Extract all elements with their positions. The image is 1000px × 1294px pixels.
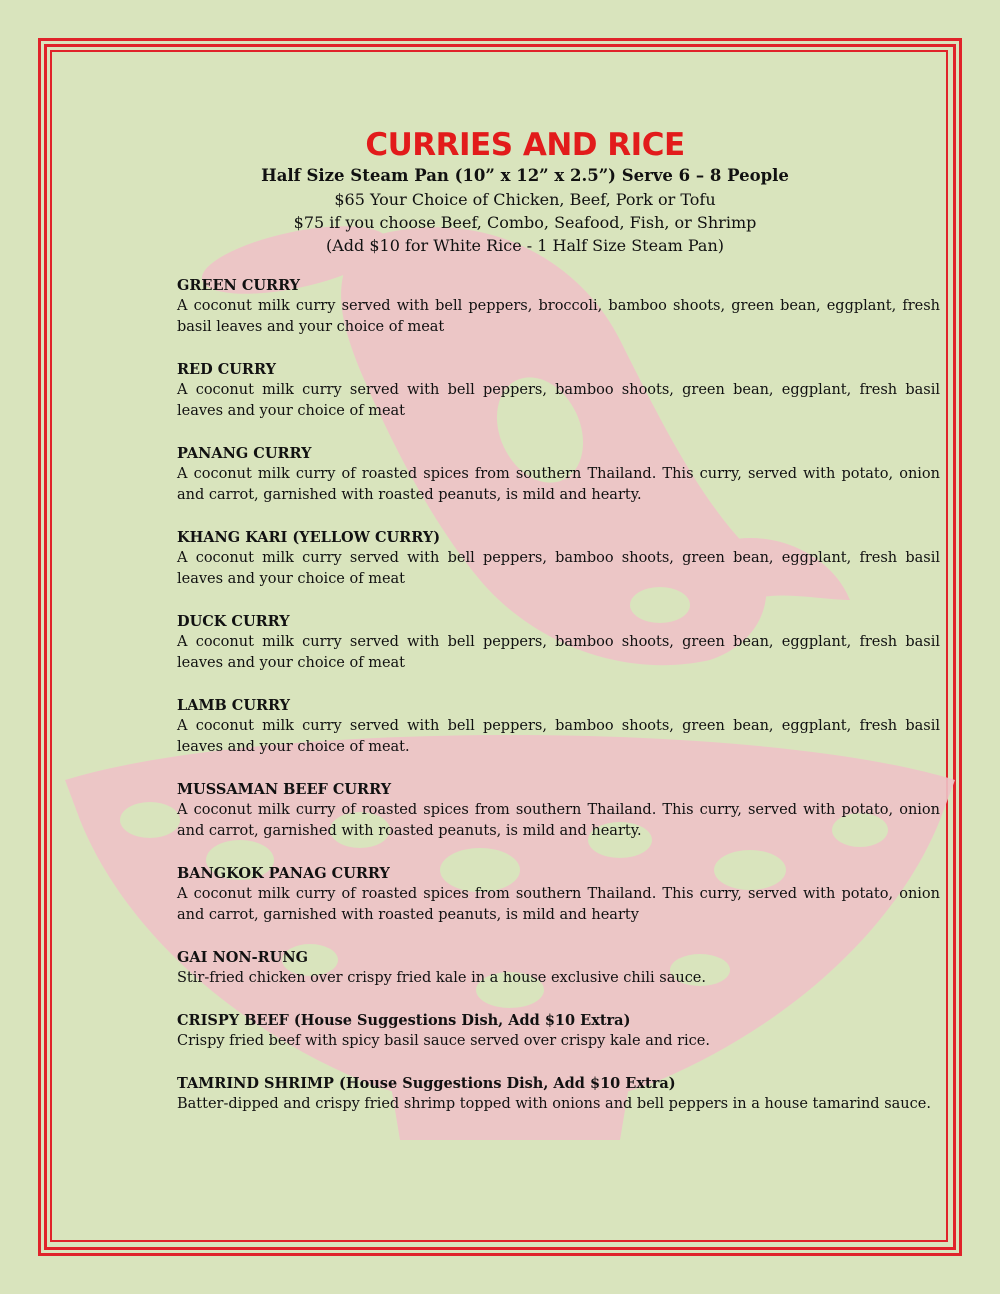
item-description: Stir-fried chicken over crispy fried kale in a house exclusive chili sauce. bbox=[177, 970, 707, 986]
menu-item-duck-curry bbox=[177, 611, 940, 674]
item-name: KHANG KARI (YELLOW CURRY) bbox=[177, 529, 441, 546]
menu-item-bangkok-panag-curry bbox=[177, 863, 940, 926]
menu-item-khang-kari bbox=[177, 527, 940, 590]
menu-items-list bbox=[177, 275, 940, 1136]
menu-item-mussaman-beef-curry bbox=[177, 779, 940, 842]
item-name: BANGKOK PANAG CURRY bbox=[177, 865, 390, 882]
menu-item-tamrind-shrimp bbox=[177, 1073, 940, 1115]
item-name: RED CURRY bbox=[177, 361, 276, 378]
item-description: A coconut milk curry served with bell peppers, bamboo shoots, green bean, eggplant, fresh basil leaves and your choice of meat bbox=[177, 550, 940, 587]
item-name: GAI NON-RUNG bbox=[177, 949, 308, 966]
item-description: A coconut milk curry of roasted spices from southern Thailand. This curry, served with potato, onion and carrot, garnished with roasted peanuts, is mild and hearty. bbox=[177, 802, 940, 839]
item-description: A coconut milk curry served with bell peppers, bamboo shoots, green bean, eggplant, fresh basil leaves and your choice of meat bbox=[177, 634, 940, 671]
item-description: A coconut milk curry served with bell peppers, broccoli, bamboo shoots, green bean, eggplant, fresh basil leaves and your choice of meat bbox=[177, 298, 940, 335]
pan-size-subtitle: Half Size Steam Pan (10” x 12” x 2.5”) Serve 6 – 8 People bbox=[261, 166, 789, 185]
price-line: $75 if you choose Beef, Combo, Seafood, Fish, or Shrimp bbox=[293, 213, 757, 232]
item-name: CRISPY BEEF (House Suggestions Dish, Add $10 Extra) bbox=[177, 1012, 631, 1029]
menu-item-red-curry bbox=[177, 359, 940, 422]
item-name: GREEN CURRY bbox=[177, 277, 301, 294]
item-description: Batter-dipped and crispy fried shrimp topped with onions and bell peppers in a house tamarind sauce. bbox=[177, 1096, 931, 1112]
item-name: TAMRIND SHRIMP (House Suggestions Dish, Add $10 Extra) bbox=[177, 1075, 676, 1092]
item-description: A coconut milk curry of roasted spices from southern Thailand. This curry, served with potato, onion and carrot, garnished with roasted peanuts, is mild and hearty bbox=[177, 886, 940, 923]
page-title: CURRIES AND RICE bbox=[365, 127, 685, 163]
price-line: (Add $10 for White Rice - 1 Half Size Steam Pan) bbox=[325, 236, 725, 255]
item-name: LAMB CURRY bbox=[177, 697, 290, 714]
menu-header bbox=[175, 126, 875, 257]
menu-item-gai-non-rung bbox=[177, 947, 940, 989]
item-name: PANANG CURRY bbox=[177, 445, 312, 462]
menu-item-green-curry bbox=[177, 275, 940, 338]
item-description: Crispy fried beef with spicy basil sauce served over crispy kale and rice. bbox=[177, 1033, 710, 1049]
price-line: $65 Your Choice of Chicken, Beef, Pork or Tofu bbox=[334, 190, 716, 209]
item-name: DUCK CURRY bbox=[177, 613, 290, 630]
item-description: A coconut milk curry of roasted spices from southern Thailand. This curry, served with potato, onion and carrot, garnished with roasted peanuts, is mild and hearty. bbox=[177, 466, 940, 503]
item-description: A coconut milk curry served with bell peppers, bamboo shoots, green bean, eggplant, fresh basil leaves and your choice of meat bbox=[177, 382, 940, 419]
item-name: MUSSAMAN BEEF CURRY bbox=[177, 781, 392, 798]
menu-item-panang-curry bbox=[177, 443, 940, 506]
item-description: A coconut milk curry served with bell peppers, bamboo shoots, green bean, eggplant, fresh basil leaves and your choice of meat. bbox=[177, 718, 940, 755]
menu-item-lamb-curry bbox=[177, 695, 940, 758]
menu-item-crispy-beef bbox=[177, 1010, 940, 1052]
